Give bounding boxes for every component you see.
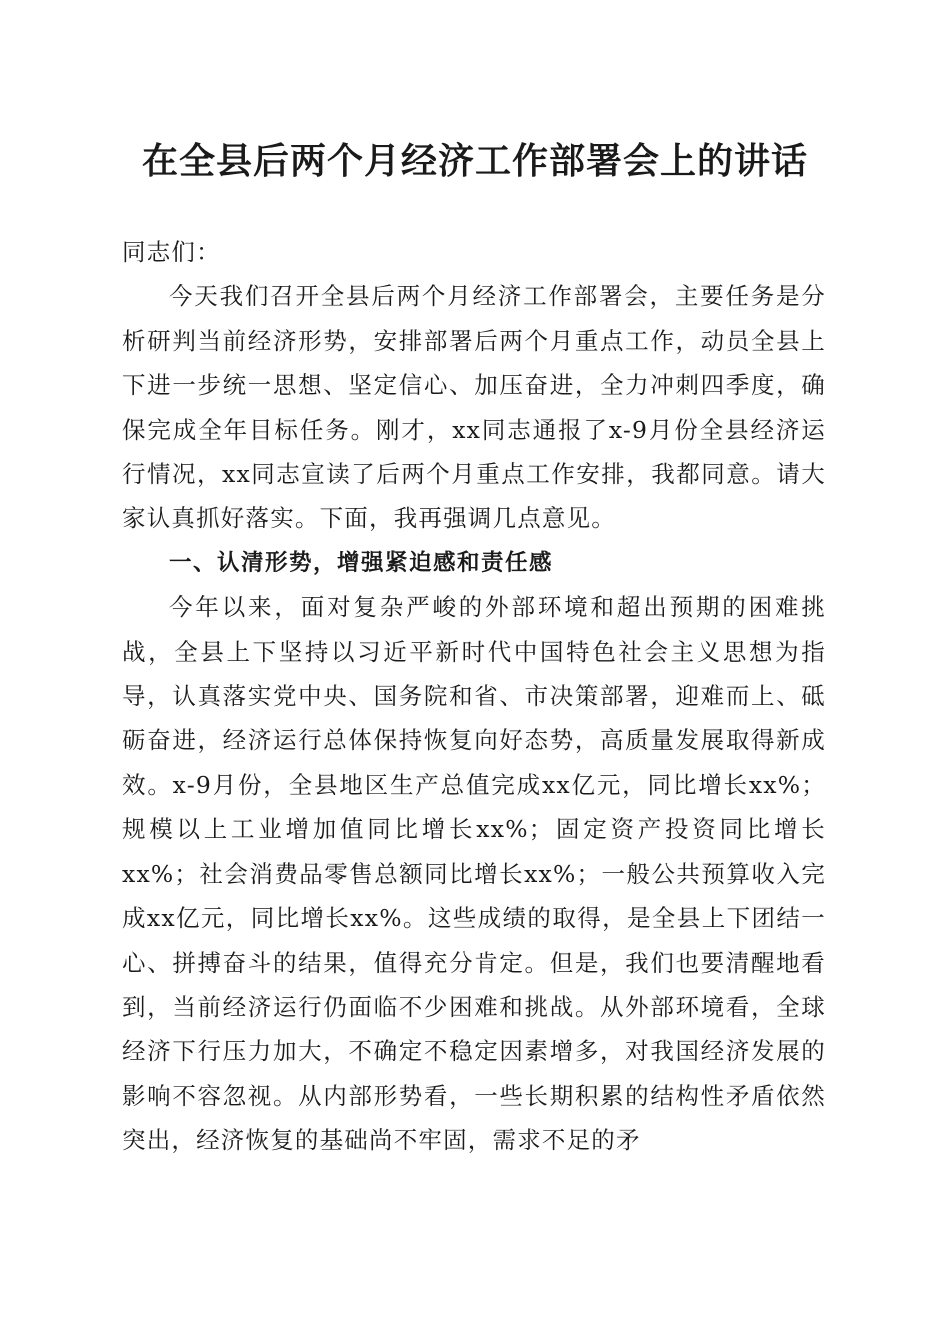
section-heading-1: 一、认清形势，增强紧迫感和责任感: [169, 549, 554, 576]
intro-paragraph: 今天我们召开全县后两个月经济工作部署会，主要任务是分析研判当前经济形势，安排部署后两个月重点工作，动员全县上下进一步统一思想、坚定信心、加压奋进，全力冲刺四季度，确保完成全年目标任务。刚才，xx同志通报了x-9月份全县经济运行情况，xx同志宣读了后两个月重点工作安排，我都同意。请大家认真抓好落实。下面，我再强调几点意见。: [122, 282, 826, 533]
section-paragraph-1: 今年以来，面对复杂严峻的外部环境和超出预期的困难挑战，全县上下坚持以习近平新时代中国特色社会主义思想为指导，认真落实党中央、国务院和省、市决策部署，迎难而上、砥砺奋进，经济运行总体保持恢复向好态势，高质量发展取得新成效。x-9月份，全县地区生产总值完成xx亿元，同比增长xx%；规模以上工业增加值同比增长xx%；固定资产投资同比增长xx%；社会消费品零售总额同比增长xx%；一般公共预算收入完成xx亿元，同比增长xx%。这些成绩的取得，是全县上下团结一心、拼搏奋斗的结果，值得充分肯定。但是，我们也要清醒地看到，当前经济运行仍面临不少困难和挑战。从外部环境看，全球经济下行压力加大，不确定不稳定因素增多，对我国经济发展的影响不容忽视。从内部形势看，一些长期积累的结构性矛盾依然突出，经济恢复的基础尚不牢固，需求不足的矛: [122, 593, 826, 1155]
salutation: 同志们：: [122, 238, 221, 266]
document-title: 在全县后两个月经济工作部署会上的讲话: [141, 140, 808, 182]
document-body: [122, 230, 826, 1163]
